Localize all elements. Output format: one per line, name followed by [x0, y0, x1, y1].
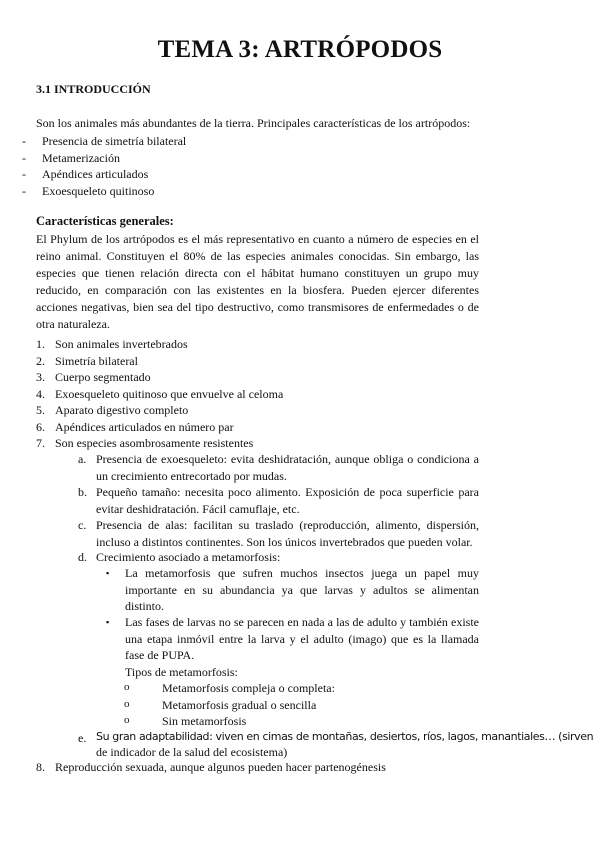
sub-item-e-line2: de indicador de la salud del ecosistema): [96, 745, 288, 759]
sub-item-a: Presencia de exoesqueleto: evita deshidratación, aunque obliga o condiciona a un crecimiento entrecortado por mudas.: [96, 452, 479, 483]
metamorfosis-label: Tipos de metamorfosis:: [125, 665, 238, 679]
square-bullet-icon: ▪: [106, 568, 110, 578]
dash-item-text: Exoesqueleto quitinoso: [42, 183, 155, 198]
circle-bullet-icon: o: [124, 681, 130, 693]
metamorfosis-type: Metamorfosis gradual o sencilla: [162, 697, 317, 712]
sub-letter: b.: [78, 485, 87, 499]
sub-item-e-line1: Su gran adaptabilidad: viven en cimas de montañas, desiertos, ríos, lagos, manantiales… (sirven: [96, 730, 594, 743]
general-paragraph: El Phylum de los artrópodos es el más representativo en cuanto a número de especies en el reino animal. Constituyen el 80% de las especies animales conocidas. Sin embargo, las especies que tienen relación directa con el hábitat humano constituyen un grupo muy reducido, en comparación con las existentes en la biosfera. Pueden ejercer diferentes acciones negativas, bien sea del tipo destructivo, como transmisores de enfermedades o de otra naturaleza.: [36, 232, 479, 331]
dash-item-text: Metamerización: [42, 150, 120, 165]
square-bullet-icon: ▪: [106, 617, 110, 627]
sub-letter: a.: [78, 452, 87, 466]
sub-letter: e.: [78, 731, 87, 745]
bullet-item: Las fases de larvas no se parecen en nada a las de adulto y también existe una etapa inmóvil entre la larva y el adulto (imago) que es la llamada fase de PUPA.: [125, 615, 479, 662]
dash-item-text: Presencia de simetría bilateral: [42, 134, 187, 148]
circle-bullet-icon: o: [124, 697, 130, 710]
sub-letter: d.: [78, 550, 87, 564]
general-heading: Características generales:: [36, 214, 174, 228]
section-heading: 3.1 INTRODUCCIÓN: [36, 82, 151, 96]
bullet-item: La metamorfosis que sufren muchos insectos juega un papel muy importante en su abundancia ya que larvas y adultos se alimentan distinto.: [125, 566, 479, 613]
sub-item-d: Crecimiento asociado a metamorfosis:: [96, 550, 281, 564]
metamorfosis-type: Metamorfosis compleja o completa:: [162, 681, 335, 695]
sub-item-b: Pequeño tamaño: necesita poco alimento. Exposición de poca superficie para evitar deshidratación. Fácil camuflaje, etc.: [96, 485, 479, 516]
document-page: TEMA 3: ARTRÓPODOS 3.1 INTRODUCCIÓN Son los animales más abundantes de la tierra. Principales características de los artrópodos: - Presencia de simetría bilateral - Metamerización - Apéndices articulados - Exoesqueleto quitinoso Características generales: El Phylum de los artrópodos es el más representativo en cuanto a número de especies en el reino animal. Constituyen el 80% de las especies animales conocidas. Sin embargo, las especies que tienen relación directa con el hábitat humano constituyen un grupo muy reducido, en comparación con las existentes en la biosfera. Pueden ejercer diferentes acciones negativas, bien sea del tipo destructivo, como transmisores de enfermedades o de otra naturaleza. 1. Son animales invertebrados 2. Simetría bilateral 3. Cuerpo segmentado 4. Exoesqueleto quitinoso que envuelve al celoma 5. Aparato digestivo completo 6. Apéndices articulados en número par 7. Son especies asombrosamente resistentes a. Presencia de exoesqueleto: evita deshidratación, aunque obliga o condiciona a un crecimiento entrecortado por mudas. b. Pequeño tamaño: necesita poco alimento. Exposición de poca superficie para evitar deshidratación. Fácil camuflaje, etc. c. Presencia de alas: facilitan su traslado (reproducción, alimento, dispersión, incluso a distintos continentes. Son los únicos invertebrados que pueden volar. d. Crecimiento asociado a metamorfosis: ▪ La metamorfosis que sufren muchos insectos juega un papel muy importante en su abundancia ya que larvas y adultos se alimentan distinto. ▪ Las fases de larvas no se parecen en nada a las de adulto y también existe una etapa inmóvil entre la larva y el adulto (imago) que es la llamada fase de PUPA. Tipos de metamorfosis: o Metamorfosis compleja o completa: o Metamorfosis gradual o sencilla o Sin metamorfosis e. Su gran adaptabilidad: viven en cimas de montañas, desiertos, ríos, lagos, manantiales… (sirven de indicador de la salud del ecosistema) 8. Reproducción sexuada, aunque algunos pueden hacer partenogénesis: [0, 0, 600, 848]
sub-item-c: Presencia de alas: facilitan su traslado (reproducción, alimento, dispersión, incluso a distintos continentes. Son los únicos invertebrados que pueden volar.: [96, 518, 479, 549]
circle-bullet-icon: o: [124, 714, 130, 726]
intro-text: Son los animales más abundantes de la tierra. Principales características de los artrópodos:: [36, 116, 471, 130]
sub-letter: c.: [78, 518, 87, 532]
metamorfosis-type: Sin metamorfosis: [162, 714, 247, 728]
page-title: TEMA 3: ARTRÓPODOS: [157, 36, 443, 63]
dash-item-text: Apéndices articulados: [42, 167, 149, 181]
